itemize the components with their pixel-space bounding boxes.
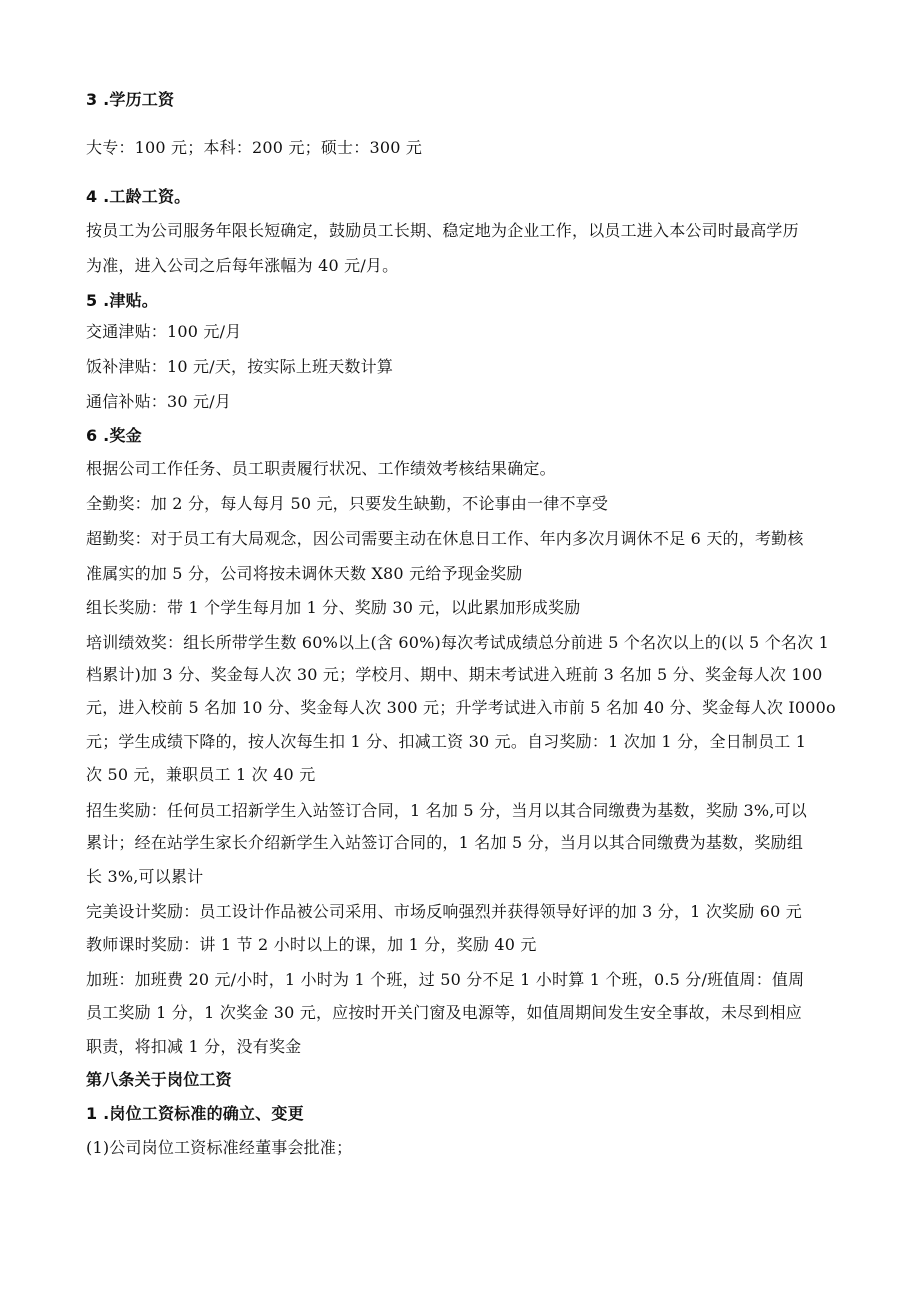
section-heading-seniority-salary: 4 .工龄工资。 — [86, 187, 191, 206]
paragraph-line: 为准，进入公司之后每年涨幅为 40 元/月。 — [86, 256, 399, 275]
section-heading-allowance: 5 .津贴。 — [86, 291, 158, 310]
paragraph-line: (1)公司岗位工资标准经董事会批准； — [86, 1138, 353, 1157]
paragraph-line: 全勤奖：加 2 分，每人每月 50 元，只要发生缺勤，不论事由一律不享受 — [86, 494, 609, 513]
section-heading-bonus: 6 .奖金 — [86, 426, 142, 445]
paragraph-line: 交通津贴：100 元/月 — [86, 322, 242, 341]
paragraph-line: 按员工为公司服务年限长短确定，鼓励员工长期、稳定地为企业工作，以员工进入本公司时最高学历 — [86, 221, 799, 240]
paragraph-line: 通信补贴：30 元/月 — [86, 392, 232, 411]
paragraph-line: 次 50 元，兼职员工 1 次 40 元 — [86, 765, 316, 784]
paragraph-line: 员工奖励 1 分，1 次奖金 30 元，应按时开关门窗及电源等，如值周期间发生安全事故，未尽到相应 — [86, 1003, 802, 1022]
paragraph-line: 教师课时奖励：讲 1 节 2 小时以上的课，加 1 分，奖励 40 元 — [86, 935, 537, 954]
paragraph-line: 大专：100 元；本科：200 元；硕士：300 元 — [86, 138, 423, 157]
paragraph-line: 职责，将扣减 1 分，没有奖金 — [86, 1037, 302, 1056]
paragraph-line: 长 3%,可以累计 — [86, 867, 204, 886]
paragraph-line: 组长奖励：带 1 个学生每月加 1 分、奖励 30 元，以此累加形成奖励 — [86, 598, 581, 617]
paragraph-line: 饭补津贴：10 元/天，按实际上班天数计算 — [86, 357, 394, 376]
article-heading-position-salary: 第八条关于岗位工资 — [86, 1070, 232, 1089]
paragraph-line: 元，进入校前 5 名加 10 分、奖金每人次 300 元；升学考试进入市前 5 名加 40 分、奖金每人次 I000o — [86, 698, 836, 717]
paragraph-line: 加班：加班费 20 元/小时，1 小时为 1 个班，过 50 分不足 1 小时算 1 个班，0.5 分/班值周：值周 — [86, 970, 805, 989]
paragraph-line: 完美设计奖励：员工设计作品被公司采用、市场反响强烈并获得领导好评的加 3 分，1 次奖励 60 元 — [86, 902, 802, 921]
paragraph-line: 培训绩效奖：组长所带学生数 60%以上(含 60%)每次考试成绩总分前进 5 个名次以上的(以 5 个名次 1 — [86, 633, 829, 652]
paragraph-line: 档累计)加 3 分、奖金每人次 30 元；学校月、期中、期末考试进入班前 3 名加 5 分、奖金每人次 100 — [86, 665, 823, 684]
section-heading-position-salary-standard: 1 .岗位工资标准的确立、变更 — [86, 1104, 304, 1123]
paragraph-line: 元；学生成绩下降的，按人次每生扣 1 分、扣减工资 30 元。自习奖励：1 次加 1 分，全日制员工 1 — [86, 732, 807, 751]
section-heading-education-salary: 3 .学历工资 — [86, 90, 175, 109]
paragraph-line: 根据公司工作任务、员工职责履行状况、工作绩效考核结果确定。 — [86, 459, 556, 478]
paragraph-line: 准属实的加 5 分，公司将按未调休天数 X80 元给予现金奖励 — [86, 564, 523, 583]
paragraph-line: 超勤奖：对于员工有大局观念，因公司需要主动在休息日工作、年内多次月调休不足 6 天的，考勤核 — [86, 529, 804, 548]
paragraph-line: 招生奖励：任何员工招新学生入站签订合同，1 名加 5 分，当月以其合同缴费为基数，奖励 3%,可以 — [86, 801, 807, 820]
paragraph-line: 累计；经在站学生家长介绍新学生入站签订合同的，1 名加 5 分，当月以其合同缴费为基数，奖励组 — [86, 833, 804, 852]
